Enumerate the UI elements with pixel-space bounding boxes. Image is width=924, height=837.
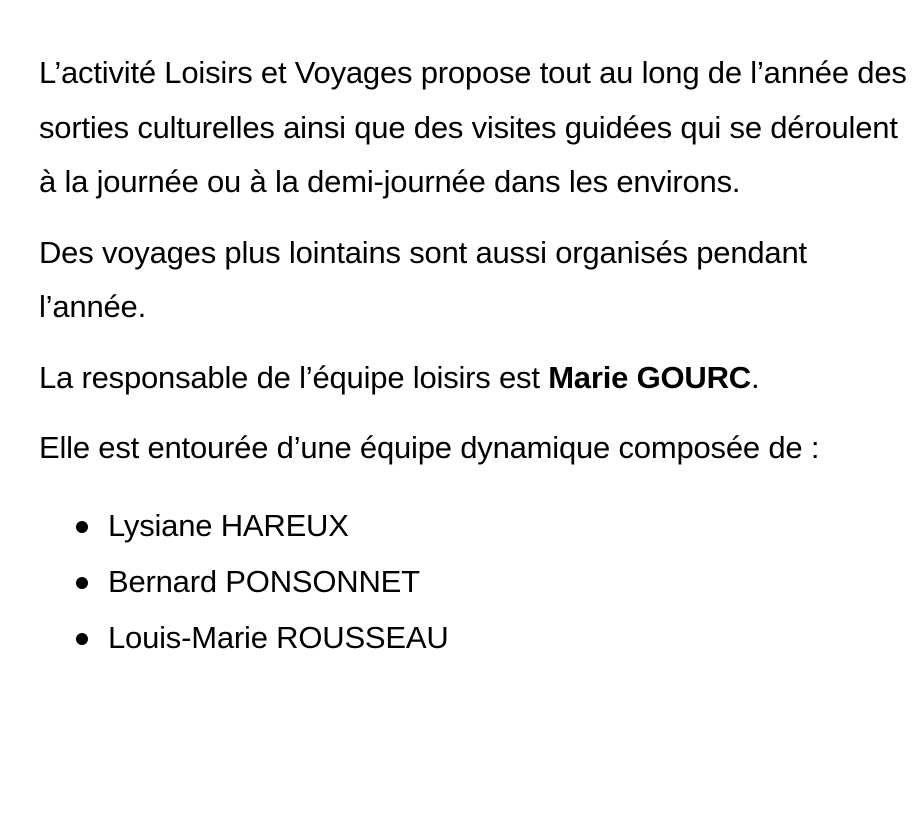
team-intro-paragraph: Elle est entourée d’une équipe dynamique composée de : bbox=[39, 430, 820, 465]
bullet-icon bbox=[76, 521, 88, 533]
travel-paragraph: Des voyages plus lointains sont aussi organisés pendant l’année. bbox=[39, 234, 807, 324]
team-member bbox=[39, 554, 909, 610]
intro-paragraph: L’activité Loisirs et Voyages propose tout au long de l’année des sorties culturelles ainsi que des visites guidées qui se déroulent à la journée ou à la demi-journée dans les environs. bbox=[39, 55, 907, 199]
document-body bbox=[39, 46, 909, 666]
manager-suffix: . bbox=[750, 359, 760, 395]
team-list bbox=[39, 498, 909, 666]
team-member bbox=[39, 610, 909, 666]
team-member-name: Lysiane HAREUX bbox=[108, 507, 349, 543]
manager-paragraph bbox=[39, 351, 909, 406]
manager-prefix: La responsable de l’équipe loisirs est bbox=[39, 359, 549, 395]
manager-name: Marie GOURC bbox=[548, 359, 751, 395]
team-member-name: Louis-Marie ROUSSEAU bbox=[108, 619, 449, 655]
bullet-icon bbox=[76, 577, 88, 589]
team-member bbox=[39, 498, 909, 554]
team-member-name: Bernard PONSONNET bbox=[108, 563, 420, 599]
bullet-icon bbox=[76, 633, 88, 645]
